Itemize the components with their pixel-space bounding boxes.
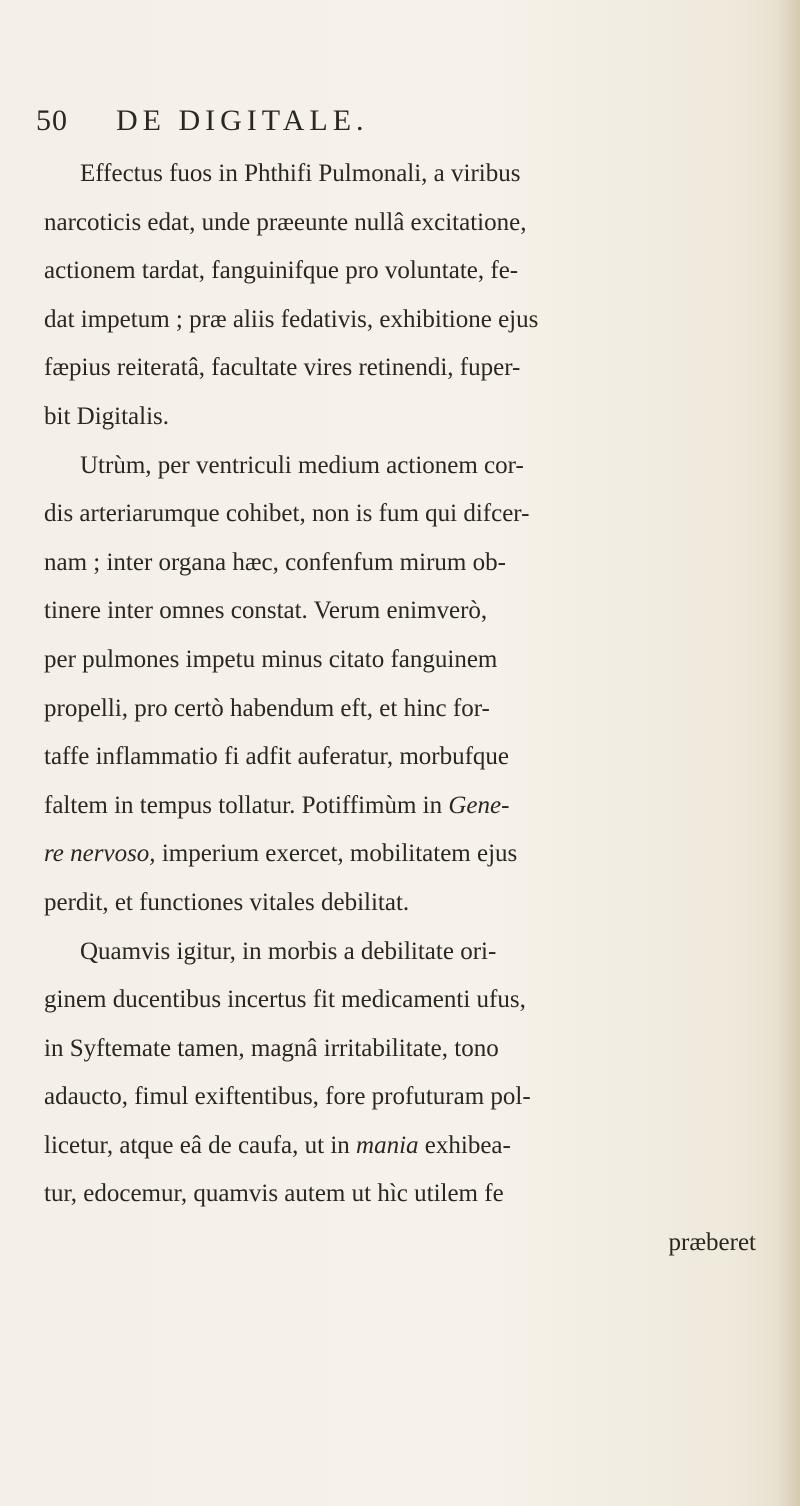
text-line: Effectus fuos in Phthifi Pulmonali, a viribus xyxy=(80,160,521,187)
text-line: propelli, pro certò habendum eft, et hinc for- xyxy=(44,694,490,722)
text-line: nam ; inter organa hæc, confenfum mirum ob- xyxy=(44,548,506,576)
italic-term: mania xyxy=(356,1131,419,1159)
text-line: fæpius reiteratâ, facultate vires retinendi, fuper- xyxy=(44,354,521,382)
text-line: taffe inflammatio fi adfit auferatur, morbufque xyxy=(44,743,510,771)
text-line: dat impetum ; præ aliis fedativis, exhibitione ejus xyxy=(44,305,539,333)
text-line: tur, edocemur, quamvis autem ut hìc utilem fe xyxy=(44,1180,504,1208)
text-line: Quamvis igitur, in morbis a debilitate ori- xyxy=(80,937,497,965)
text-line: actionem tardat, fanguinifque pro voluntate, fe- xyxy=(44,257,519,285)
body-text xyxy=(44,150,764,1268)
italic-term: Gene- xyxy=(448,791,510,819)
text-line: perdit, et functiones vitales debilitat. xyxy=(44,888,410,916)
text-line: dis arteriarumque cohibet, non is fum qui difcer- xyxy=(44,500,530,528)
text-line: bit Digitalis. xyxy=(44,402,169,430)
text-line: licetur, atque eâ de caufa, ut in mania exhibea- xyxy=(44,1131,511,1159)
text-line: Utrùm, per ventriculi medium actionem cor- xyxy=(80,451,524,479)
text-line: in Syftemate tamen, magnâ irritabilitate, tono xyxy=(44,1034,499,1062)
text-line: tinere inter omnes constat. Verum enimverò, xyxy=(44,597,488,625)
italic-term: re nervoso, xyxy=(44,840,156,868)
page-edge-shadow xyxy=(778,0,800,1506)
text-line: ginem ducentibus incertus fit medicamenti ufus, xyxy=(44,986,526,1014)
page-number: 50 xyxy=(36,104,68,137)
text-line: narcoticis edat, unde præeunte nullâ excitatione, xyxy=(44,208,527,236)
catchword: præberet xyxy=(668,1229,756,1257)
text-line: per pulmones impetu minus citato fanguinem xyxy=(44,645,498,673)
text-line: adaucto, fimul exiftentibus, fore profuturam pol- xyxy=(44,1083,531,1111)
page-header xyxy=(36,104,766,154)
text-line: faltem in tempus tollatur. Potiffimùm in Gene- xyxy=(44,791,510,819)
text-line: re nervoso, imperium exercet, mobilitatem ejus xyxy=(44,840,518,868)
running-title: DE DIGITALE. xyxy=(116,104,369,137)
